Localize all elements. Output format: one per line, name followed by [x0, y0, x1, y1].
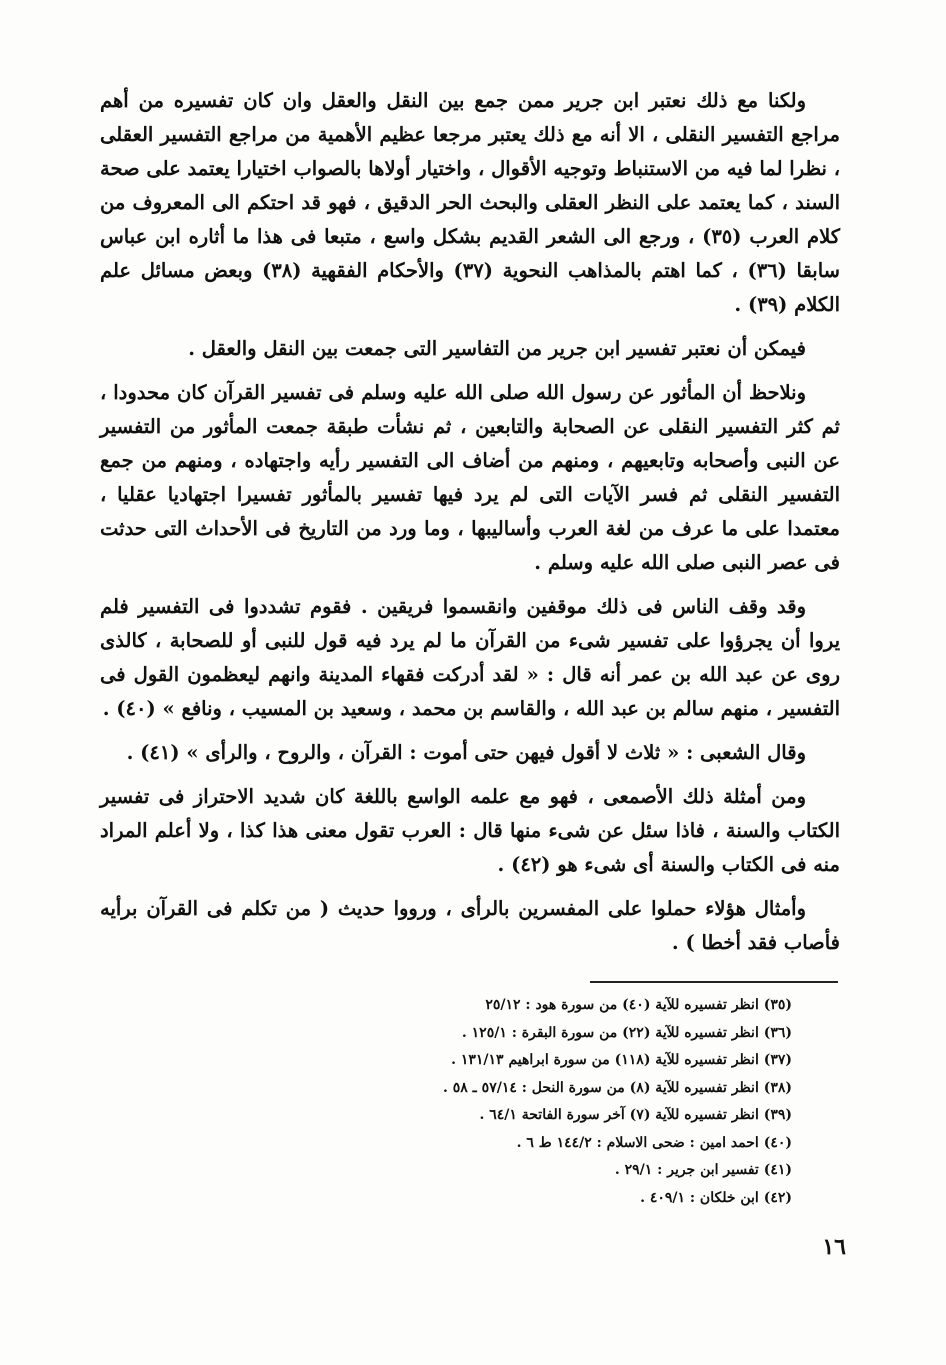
paragraph-4: وقد وقف الناس فى ذلك موقفين وانقسموا فريقين . فقوم تشددوا فى التفسير فلم يروا أن يجرؤوا على تفسير شىء من القرآن ما لم يرد فيه قول للنبى أو للصحابة ، كالذى روى عن عبد الله بن عمر أنه قال : « لقد أدركت فقهاء المدينة وانهم ليعظمون القول فى التفسير ، منهم سالم بن عبد الله ، والقاسم بن محمد ، وسعيد بن المسيب ، ونافع » (٤٠) .	[100, 595, 841, 720]
footnotes	[300, 992, 792, 1212]
paragraph-5: وقال الشعبى : « ثلاث لا أقول فيهن حتى أموت : القرآن ، والروح ، والرأى » (٤١) .	[126, 741, 806, 764]
footnote-38: (٣٨) انظر تفسيره للآية (٨) من سورة النحل : ٥٧/١٤ ـ ٥٨ .	[443, 1079, 792, 1096]
paragraph-2: فيمكن أن نعتبر تفسير ابن جرير من التفاسير التى جمعت بين النقل والعقل .	[188, 337, 806, 360]
paragraph-3: ونلاحظ أن المأثور عن رسول الله صلى الله عليه وسلم فى تفسير القرآن كان محدودا ، ثم كثر التفسير النقلى عن الصحابة والتابعين ، ثم نشأت طبقة جمعت المأثور من التفسير عن النبى وأصحابه وتابعيهم ، ومنهم من أضاف الى التفسير رأيه واجتهاده ، ومنهم من جمع التفسير النقلى ثم فسر الآيات التى لم يرد فيها تفسير بالمأثور تفسيرا اجتهاديا عقليا ، معتمدا على ما عرف من لغة العرب وأساليبها ، وما ورد من التاريخ فى الأحداث التى حدثت فى عصر النبى صلى الله عليه وسلم .	[100, 381, 840, 574]
footnote-39: (٣٩) انظر تفسيره للآية (٧) آخر سورة الفاتحة ٦٤/١ .	[479, 1107, 792, 1123]
paragraph-7: وأمثال هؤلاء حملوا على المفسرين بالرأى ، ورووا حديث ( من تكلم فى القرآن برأيه فأصاب فقد أخطا ) .	[100, 897, 840, 954]
footnote-35: (٣٥) انظر تفسيره للآية (٤٠) من سورة هود : ٢٥/١٢	[485, 997, 792, 1013]
page-number: ١٦	[822, 1234, 846, 1260]
footnote-42: (٤٢) ابن خلكان : ٤٠٩/١ .	[640, 1189, 792, 1206]
footnote-41: (٤١) تفسير ابن جرير : ٢٩/١ .	[614, 1162, 792, 1178]
footnote-36: (٣٦) انظر تفسيره للآية (٢٢) من سورة البقرة : ١٢٥/١ .	[461, 1024, 792, 1041]
footnote-40: (٤٠) احمد امين : ضحى الاسلام : ١٤٤/٢ ط ٦ .	[516, 1134, 792, 1151]
footnote-37: (٣٧) انظر تفسيره للآية (١١٨) من سورة ابراهيم ١٣١/١٣ .	[451, 1052, 792, 1068]
paragraph-6: ومن أمثلة ذلك الأصمعى ، فهو مع علمه الواسع باللغة كان شديد الاحتراز فى تفسير الكتاب والسنة ، فاذا سئل عن شىء منها قال : العرب تقول معنى هذا كذا ، ولا أعلم المراد منه فى الكتاب والسنة أى شىء هو (٤٢) .	[100, 785, 840, 876]
footnote-separator	[590, 981, 838, 983]
main-text	[100, 84, 840, 970]
paragraph-1: ولكنا مع ذلك نعتبر ابن جرير ممن جمع بين النقل والعقل وان كان تفسيره من أهم مراجع التفسير النقلى ، الا أنه مع ذلك يعتبر مرجعا عظيم الأهمية من مراجع التفسير العقلى ، نظرا لما فيه من الاستنباط وتوجيه الأقوال ، واختيار أولاها بالصواب اختيارا يعتمد على صحة السند ، كما يعتمد على النظر العقلى والبحث الحر الدقيق ، فهو قد احتكم الى المعروف من كلام العرب (٣٥) ، ورجع الى الشعر القديم بشكل واسع ، متبعا فى هذا ما أثاره ابن عباس سابقا (٣٦) ، كما اهتم بالمذاهب النحوية (٣٧) والأحكام الفقهية (٣٨) وبعض مسائل علم الكلام (٣٩) .	[100, 89, 841, 316]
